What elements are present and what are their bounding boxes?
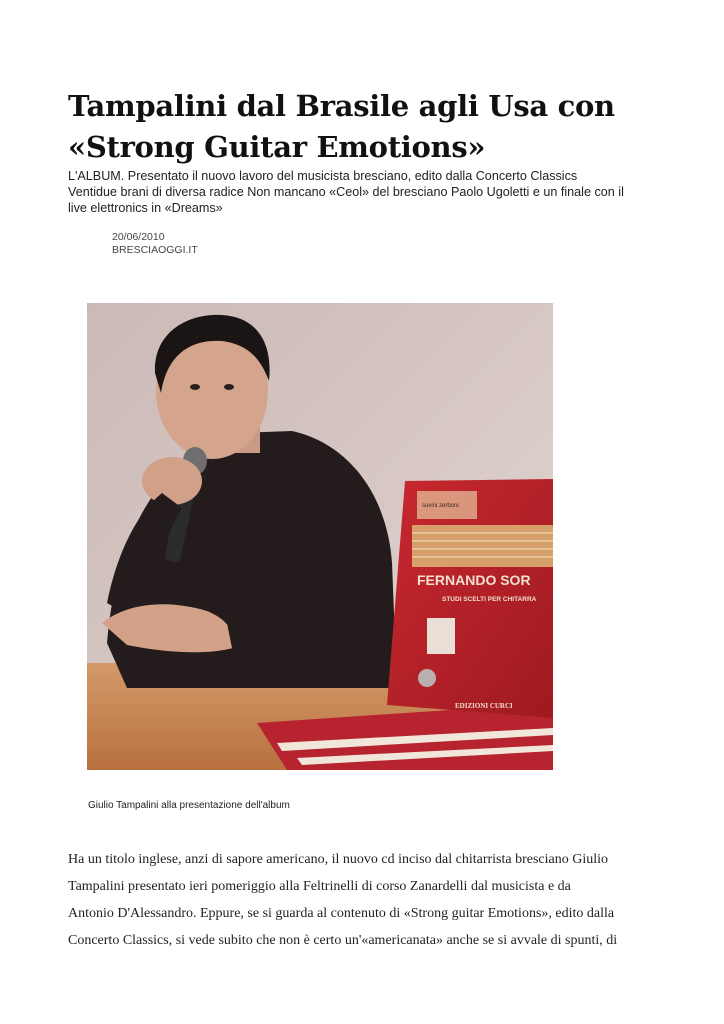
person-hand-left	[142, 457, 202, 505]
book-portrait	[427, 618, 455, 654]
book-brand: suvini zerboni	[422, 503, 459, 509]
lede-line-1: L'ALBUM. Presentato il nuovo lavoro del musicista bresciano, edito dalla Concerto Classics	[68, 169, 578, 183]
article-body	[68, 846, 658, 954]
person-eye-left	[190, 384, 200, 390]
article-title	[68, 86, 668, 168]
body-line-4: Concerto Classics, si vede subito che non è certo un'«americanata» anche se si avvale di spunti, di	[68, 933, 618, 948]
book-author: FERNANDO SOR	[417, 572, 531, 588]
body-line-2: Tampalini presentato ieri pomeriggio alla Feltrinelli di corso Zanardelli dal musicista e da	[68, 879, 571, 894]
article-meta	[112, 231, 198, 257]
article-photo	[87, 303, 553, 770]
guitar-neck	[412, 525, 553, 567]
person-eye-right	[224, 384, 234, 390]
book-cd-disc	[418, 669, 436, 687]
body-line-1: Ha un titolo inglese, anzi di sapore americano, il nuovo cd inciso dal chitarrista bresciano Giulio	[68, 852, 609, 867]
book-publisher: EDIZIONI CURCI	[455, 702, 513, 710]
body-line-3: Antonio D'Alessandro. Eppure, se si guarda al contenuto di «Strong guitar Emotions», edito dalla	[68, 906, 615, 921]
article-lede	[68, 168, 658, 216]
lede-line-3: live elettronics in «Dreams»	[68, 201, 223, 215]
title-line-2: «Strong Guitar Emotions»	[68, 130, 486, 164]
photo-illustration	[87, 303, 553, 770]
article-date: 20/06/2010	[112, 231, 165, 243]
book-subtitle: STUDI SCELTI PER CHITARRA	[442, 596, 537, 603]
article-source: BRESCIAOGGI.IT	[112, 244, 198, 256]
title-line-1: Tampalini dal Brasile agli Usa con	[68, 89, 615, 123]
lede-line-2: Ventidue brani di diversa radice Non mancano «Ceol» del bresciano Paolo Ugoletti e un finale con il	[68, 185, 624, 199]
standing-book	[387, 479, 553, 718]
photo-caption: Giulio Tampalini alla presentazione dell'album	[88, 800, 290, 811]
